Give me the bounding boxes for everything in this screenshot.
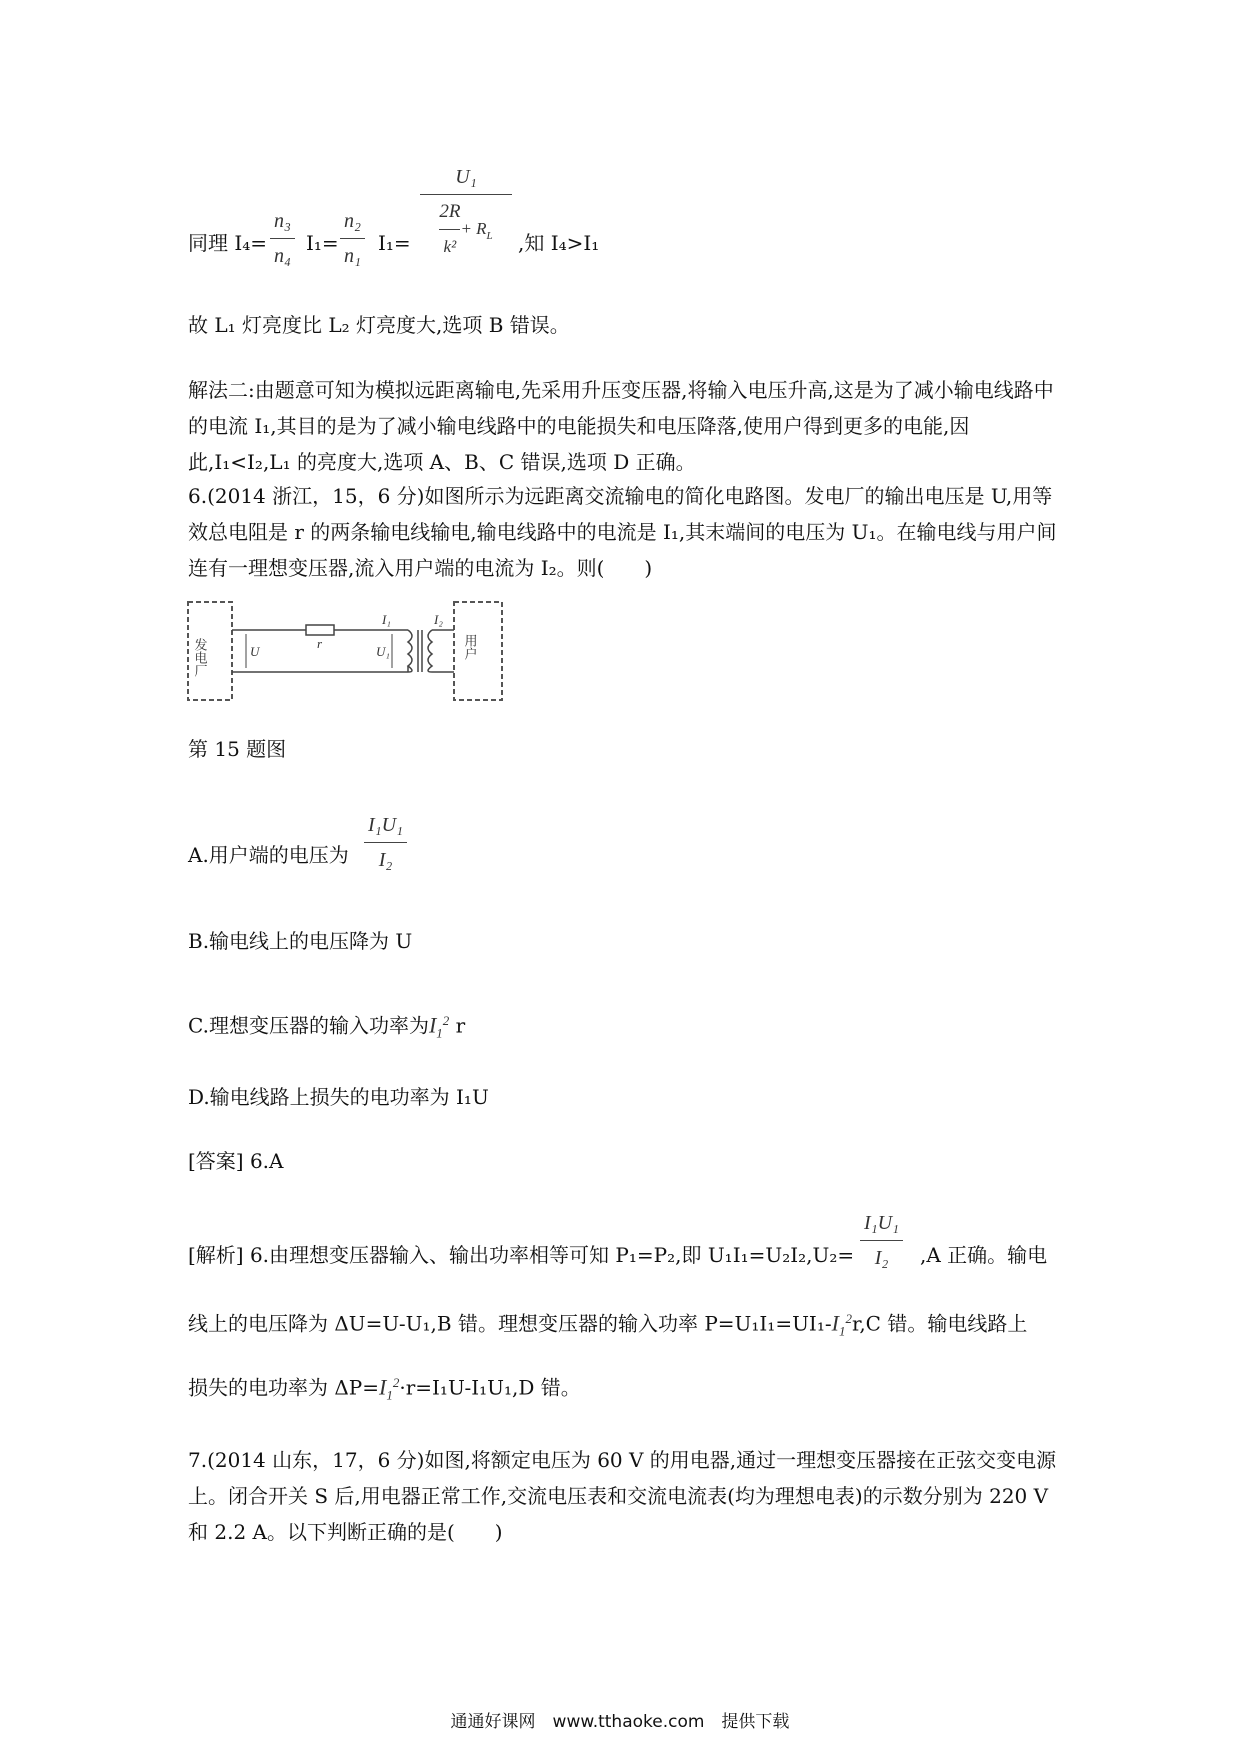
fraction-n2-n1: $\frac{\text{n₂}}{\text{n₁}}$ xyxy=(340,204,365,273)
eq-suffix: ,知 I₄>I₁ xyxy=(518,231,600,255)
secondary-coil xyxy=(428,630,432,672)
label-u: U xyxy=(250,644,260,659)
fraction-u1-complex: U₁ $\frac{2R}{\text{k²}}$ + $R_L$ xyxy=(420,160,512,264)
answer: [答案] 6.A xyxy=(188,1149,284,1173)
label-i2: I₂ xyxy=(434,612,443,627)
label-power-plant: 发电厂 xyxy=(192,638,208,677)
question-7: 7.(2014 山东，17，6 分)如图,将额定电压为 60 V 的用电器,通过一理想变压器接在正弦交变电源上。闭合开关 S 后,用电器正常工作,交流电压表和交流电流表(均为理想电表)的示数分别为 220 V 和 2.2 A。以下判断正确的是( ) xyxy=(188,1448,1057,1544)
figure-caption: 第 15 题图 xyxy=(188,737,287,761)
analysis-line-2: 线上的电压降为 ΔU=U-U₁,B 错。理想变压器的输入功率 $P=U_1I_1=UI_1-I_1^2r,C$ 错。输电线路上 xyxy=(188,1310,1028,1339)
label-user: 用户 xyxy=(462,634,478,660)
resistor-r xyxy=(306,625,334,635)
label-i1: I₁ xyxy=(382,612,391,627)
question-6: 6.(2014 浙江，15，6 分)如图所示为远距离交流输电的简化电路图。发电厂的输出电压是 U,用等效总电阻是 r 的两条输电线输电,输电线路中的电流是 I₁,其末端间的电压为 U₁。在输电线与用户间连有一理想变压器,流入用户端的电流为 I₂。则( ) xyxy=(188,484,1057,580)
circuit-diagram xyxy=(186,600,506,704)
page-footer: 通通好课网 www.tthaoke.com 提供下载 xyxy=(450,1712,790,1732)
option-a-fraction: $\frac{\text{I₁U₁}}{\text{I₂}}$ xyxy=(364,808,407,877)
fraction-n3-n4: $\frac{\text{n₃}}{\text{n₄}}$ xyxy=(270,204,295,273)
eq-prefix: 同理 I₄= xyxy=(188,231,268,255)
label-u1: U₁ xyxy=(376,644,390,659)
analysis-line-3: 损失的电功率为 $\Delta P=I_1^2\cdot r=I_1U-I_1U_1,D$ 错。 xyxy=(188,1374,581,1403)
analysis-fraction: $\frac{\text{I₁U₁}}{\text{I₂}}$ xyxy=(860,1206,903,1275)
equation-line xyxy=(188,160,1068,270)
label-r: r xyxy=(317,636,323,651)
primary-coil xyxy=(408,630,412,672)
option-c: C.理想变压器的输入功率为$I_1^2$ r xyxy=(188,1012,466,1041)
paragraph-b: 故 L₁ 灯亮度比 L₂ 灯亮度大,选项 B 错误。 xyxy=(188,313,570,337)
eq-mid1: I₁= xyxy=(306,231,339,255)
option-b: B.输电线上的电压降为 U xyxy=(188,929,413,953)
analysis-line-1: [解析] 6.由理想变压器输入、输出功率相等可知 P₁=P₂,即 U₁I₁=U₂I₂,U₂= $\frac{\text{I₁U₁}}{\text{I₂}}$ ,A 正确。输电 xyxy=(188,1206,1068,1272)
eq-mid2: I₁= xyxy=(378,231,411,255)
paragraph-method-two: 解法二:由题意可知为模拟远距离输电,先采用升压变压器,将输入电压升高,这是为了减小输电线路中的电流 I₁,其目的是为了减小输电线路中的电能损失和电压降落,使用户得到更多的电能,因此,I₁<I₂,L₁ 的亮度大,选项 A、B、C 错误,选项 D 正确。 xyxy=(188,378,1054,474)
option-d: D.输电线路上损失的电功率为 I₁U xyxy=(188,1085,489,1109)
user-box xyxy=(454,602,502,700)
option-a: A.用户端的电压为 $\frac{\text{I₁U₁}}{\text{I₂}}$ xyxy=(188,808,1068,878)
